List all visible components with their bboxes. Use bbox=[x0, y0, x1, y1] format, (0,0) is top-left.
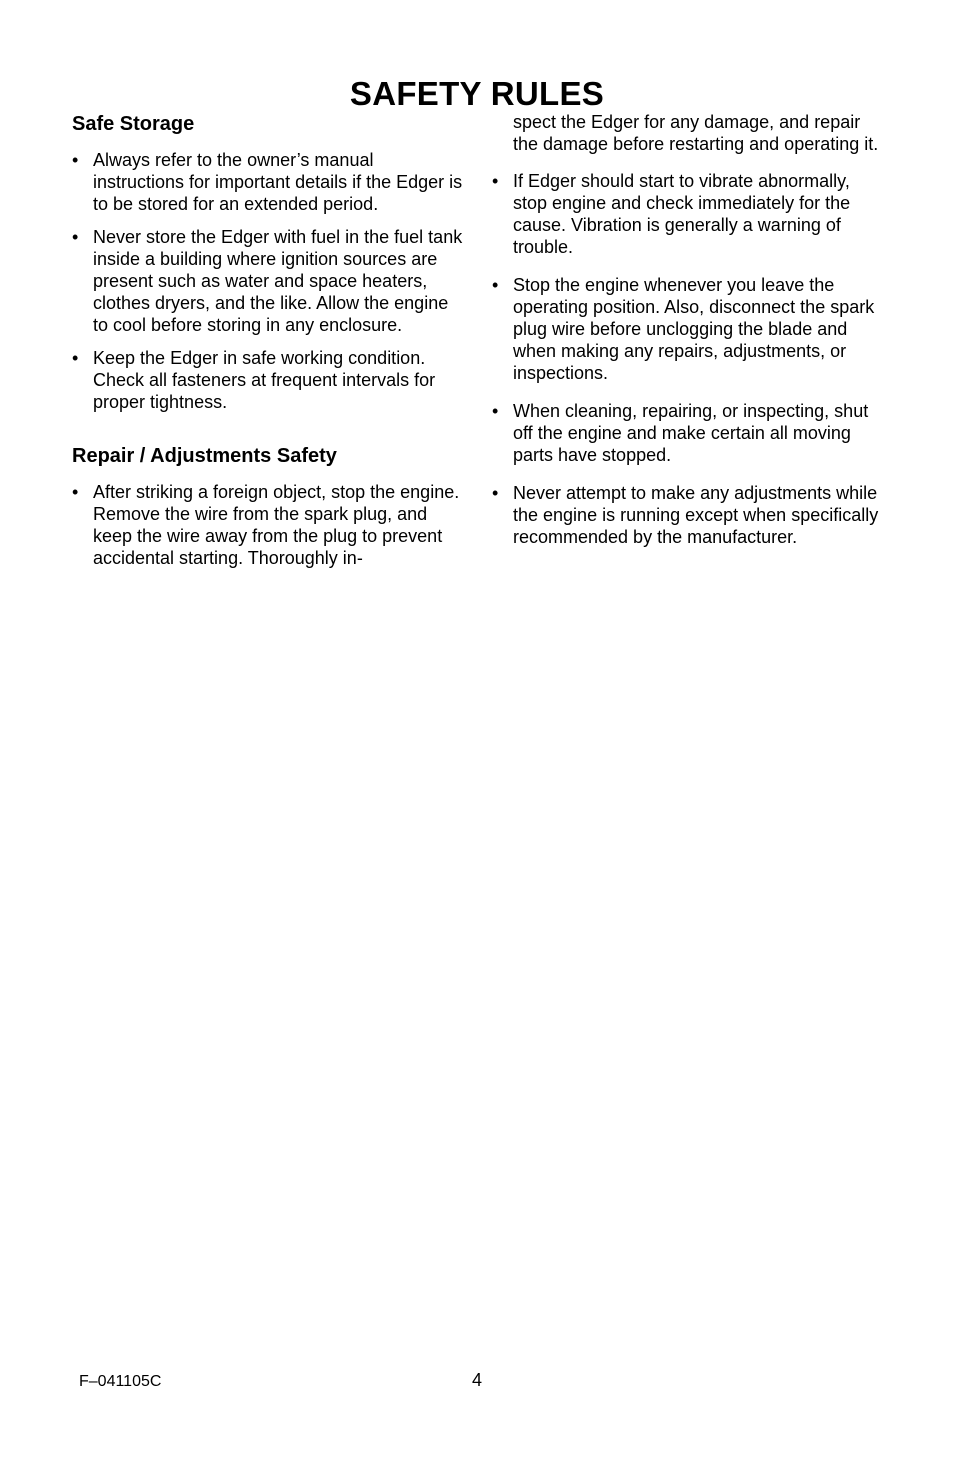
continued-text: spect the Edger for any damage, and repair the damage before restarting and operating it. bbox=[513, 112, 879, 154]
section-heading-safe-storage: Safe Storage bbox=[72, 113, 195, 135]
bullet-icon: • bbox=[72, 227, 79, 247]
list-item bbox=[72, 347, 464, 413]
section-heading-repair-adjustments: Repair / Adjustments Safety bbox=[72, 445, 337, 467]
bullet-icon: • bbox=[492, 483, 499, 503]
list-item bbox=[72, 481, 464, 569]
bullet-icon: • bbox=[72, 348, 79, 368]
list-item-text: Stop the engine whenever you leave the operating position. Also, disconnect the spark plug wire before unclogging the blade and when making any repairs, adjustments, or inspections. bbox=[513, 275, 875, 383]
safe-storage-list bbox=[72, 149, 464, 413]
document-code: F–041105C bbox=[79, 1373, 162, 1390]
bullet-icon: • bbox=[492, 401, 499, 421]
list-item-text: When cleaning, repairing, or inspecting, shut off the engine and make certain all moving parts have stopped. bbox=[513, 401, 869, 465]
list-item-text: Keep the Edger in safe working condition. Check all fasteners at frequent intervals for proper tightness. bbox=[93, 348, 436, 412]
list-item bbox=[72, 149, 464, 215]
list-item bbox=[72, 226, 464, 336]
bullet-icon: • bbox=[492, 171, 499, 191]
list-item-text: Never attempt to make any adjustments while the engine is running except when specifically recommended by the manufacturer. bbox=[513, 483, 879, 547]
list-item bbox=[492, 274, 884, 384]
left-column bbox=[72, 111, 464, 580]
repair-adjustments-list-continued bbox=[492, 170, 884, 548]
list-item-text: Never store the Edger with fuel in the fuel tank inside a building where ignition sources are present such as water and space heaters, clothes dryers, and the like. Allow the engine to cool before storing in any enclosure. bbox=[93, 227, 463, 335]
list-item-text: After striking a foreign object, stop the engine. Remove the wire from the spark plug, and keep the wire away from the plug to prevent accidental starting. Thoroughly in- bbox=[93, 482, 460, 568]
right-column bbox=[492, 111, 884, 564]
repair-adjustments-list bbox=[72, 481, 464, 569]
list-item bbox=[492, 400, 884, 466]
bullet-icon: • bbox=[72, 482, 79, 502]
bullet-icon: • bbox=[72, 150, 79, 170]
bullet-icon: • bbox=[492, 275, 499, 295]
list-item-text: If Edger should start to vibrate abnormally, stop engine and check immediately for the cause. Vibration is generally a warning of trouble. bbox=[513, 171, 851, 257]
page-title: SAFETY RULES bbox=[349, 75, 605, 112]
list-item bbox=[492, 482, 884, 548]
page-number: 4 bbox=[471, 1370, 482, 1390]
list-item-text: Always refer to the owner’s manual instructions for important details if the Edger is to be stored for an extended period. bbox=[93, 150, 463, 214]
list-item bbox=[492, 170, 884, 258]
